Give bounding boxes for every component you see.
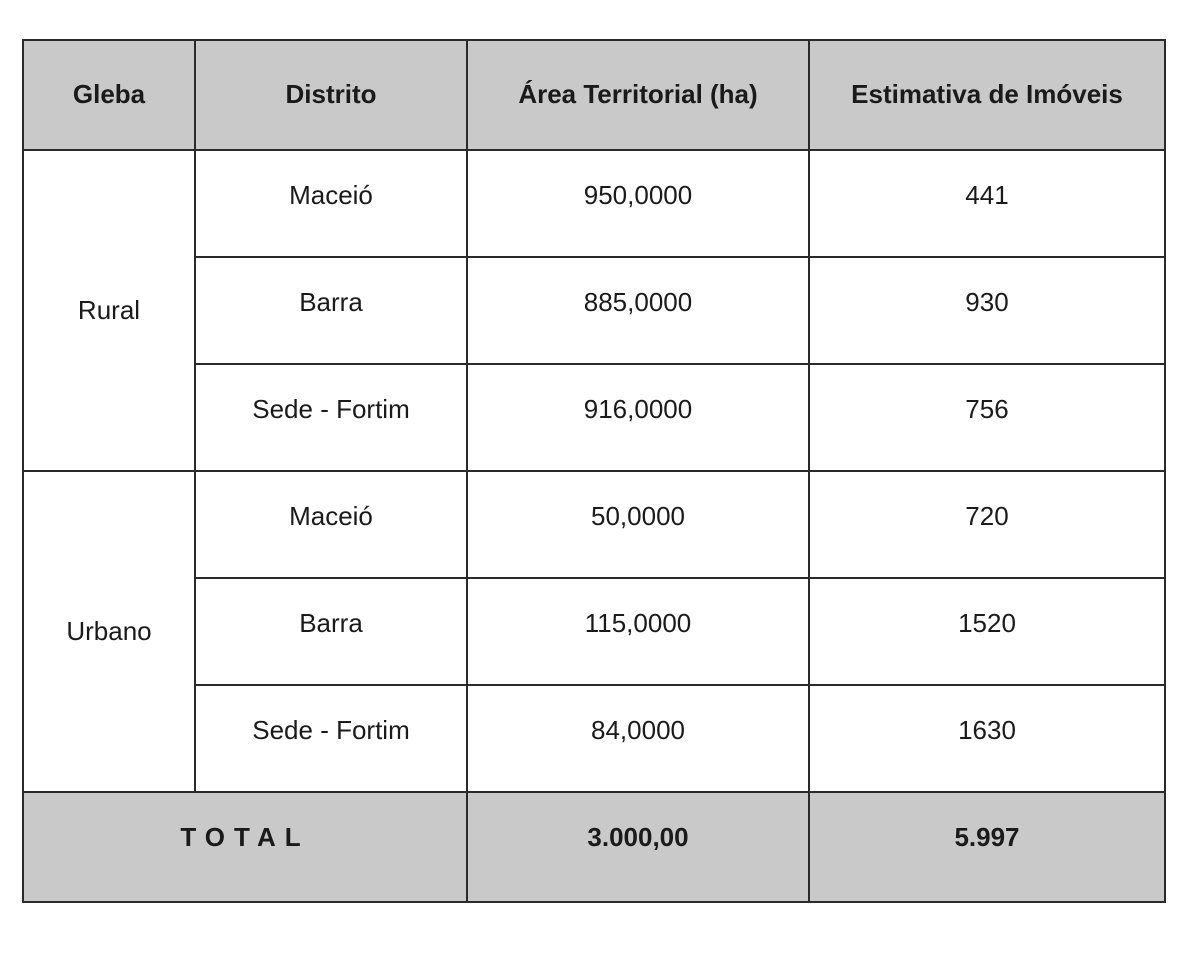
gleba-cell-rural: Rural — [23, 150, 195, 471]
header-distrito: Distrito — [195, 40, 467, 150]
table-row — [23, 685, 1165, 792]
area-cell: 950,0000 — [467, 150, 809, 257]
gleba-cell-urbano: Urbano — [23, 471, 195, 792]
distrito-cell: Sede - Fortim — [195, 364, 467, 471]
distrito-cell: Maceió — [195, 471, 467, 578]
total-area: 3.000,00 — [467, 792, 809, 902]
distrito-cell: Maceió — [195, 150, 467, 257]
area-cell: 50,0000 — [467, 471, 809, 578]
header-estimativa-imoveis: Estimativa de Imóveis — [809, 40, 1165, 150]
table-container — [22, 39, 1166, 903]
total-estimativa: 5.997 — [809, 792, 1165, 902]
header-area-territorial: Área Territorial (ha) — [467, 40, 809, 150]
distrito-cell: Barra — [195, 578, 467, 685]
distrito-cell: Sede - Fortim — [195, 685, 467, 792]
area-cell: 115,0000 — [467, 578, 809, 685]
table-row — [23, 364, 1165, 471]
distrito-cell: Barra — [195, 257, 467, 364]
estimativa-cell: 756 — [809, 364, 1165, 471]
area-cell: 885,0000 — [467, 257, 809, 364]
estimativa-cell: 441 — [809, 150, 1165, 257]
table-row — [23, 150, 1165, 257]
estimativa-cell: 720 — [809, 471, 1165, 578]
table-row — [23, 257, 1165, 364]
table-header-row — [23, 40, 1165, 150]
area-cell: 84,0000 — [467, 685, 809, 792]
total-row — [23, 792, 1165, 902]
table-row — [23, 578, 1165, 685]
land-area-table — [22, 39, 1166, 903]
area-cell: 916,0000 — [467, 364, 809, 471]
estimativa-cell: 1520 — [809, 578, 1165, 685]
table-row — [23, 471, 1165, 578]
total-label: TOTAL — [23, 792, 467, 902]
header-gleba: Gleba — [23, 40, 195, 150]
estimativa-cell: 1630 — [809, 685, 1165, 792]
estimativa-cell: 930 — [809, 257, 1165, 364]
